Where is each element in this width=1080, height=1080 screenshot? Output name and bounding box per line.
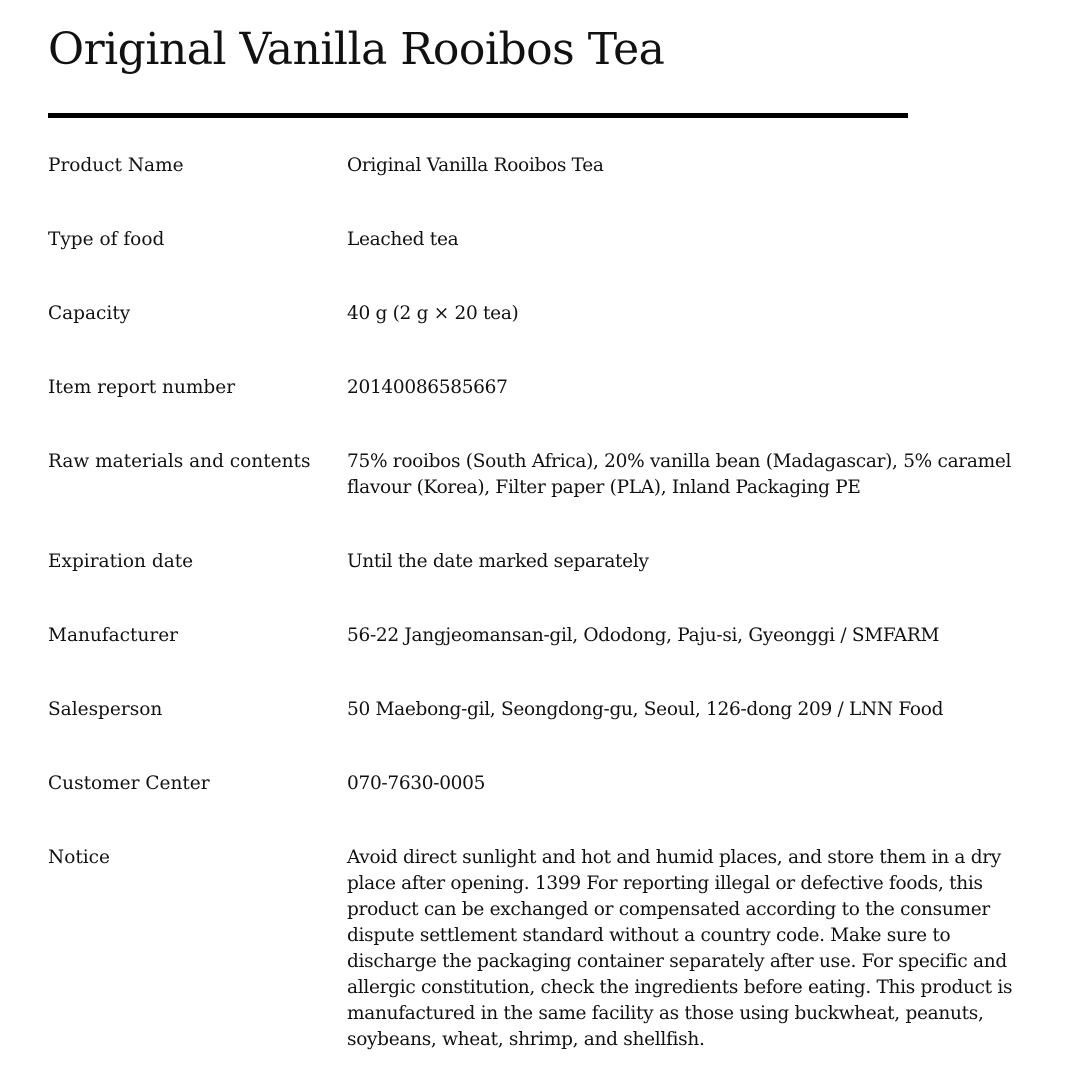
row-label: Raw materials and contents [48, 451, 311, 472]
row-label: Type of food [48, 229, 165, 250]
row-value: 20140086585667 [347, 377, 508, 398]
row-value: 40 g (2 g × 20 tea) [347, 303, 519, 324]
row-value: 56-22 Jangjeomansan-gil, Ododong, Paju-si, Gyeonggi / SMFARM [347, 625, 940, 646]
row-value: Until the date marked separately [347, 551, 649, 572]
row-value: Avoid direct sunlight and hot and humid places, and store them in a dry place after opening. 1399 For reporting illegal or defective foods, this product can be exchanged or compensated according to the consumer dispute settlement standard without a country code. Make sure to discharge the packaging container separately after use. For specific and allergic constitution, check the ingredients before eating. This product is manufactured in the same facility as those using buckwheat, peanuts, soybeans, wheat, shrimp, and shellfish. [347, 847, 1013, 1050]
row-label: Customer Center [48, 773, 210, 794]
row-label: Manufacturer [48, 625, 179, 646]
title-divider [48, 113, 908, 118]
row-value: 070-7630-0005 [347, 773, 486, 794]
row-value: 75% rooibos (South Africa), 20% vanilla bean (Madagascar), 5% caramel flavour (Korea), Filter paper (PLA), Inland Packaging PE [347, 451, 1012, 498]
row-value: Leached tea [347, 229, 459, 250]
row-value: 50 Maebong-gil, Seongdong-gu, Seoul, 126-dong 209 / LNN Food [347, 699, 944, 720]
row-value: Original Vanilla Rooibos Tea [347, 155, 604, 176]
row-label: Product Name [48, 155, 184, 176]
row-label: Capacity [48, 303, 131, 324]
row-label: Salesperson [48, 699, 163, 720]
row-label: Item report number [48, 377, 236, 398]
page-title: Original Vanilla Rooibos Tea [48, 24, 665, 75]
row-label: Notice [48, 847, 110, 868]
row-label: Expiration date [48, 551, 194, 572]
